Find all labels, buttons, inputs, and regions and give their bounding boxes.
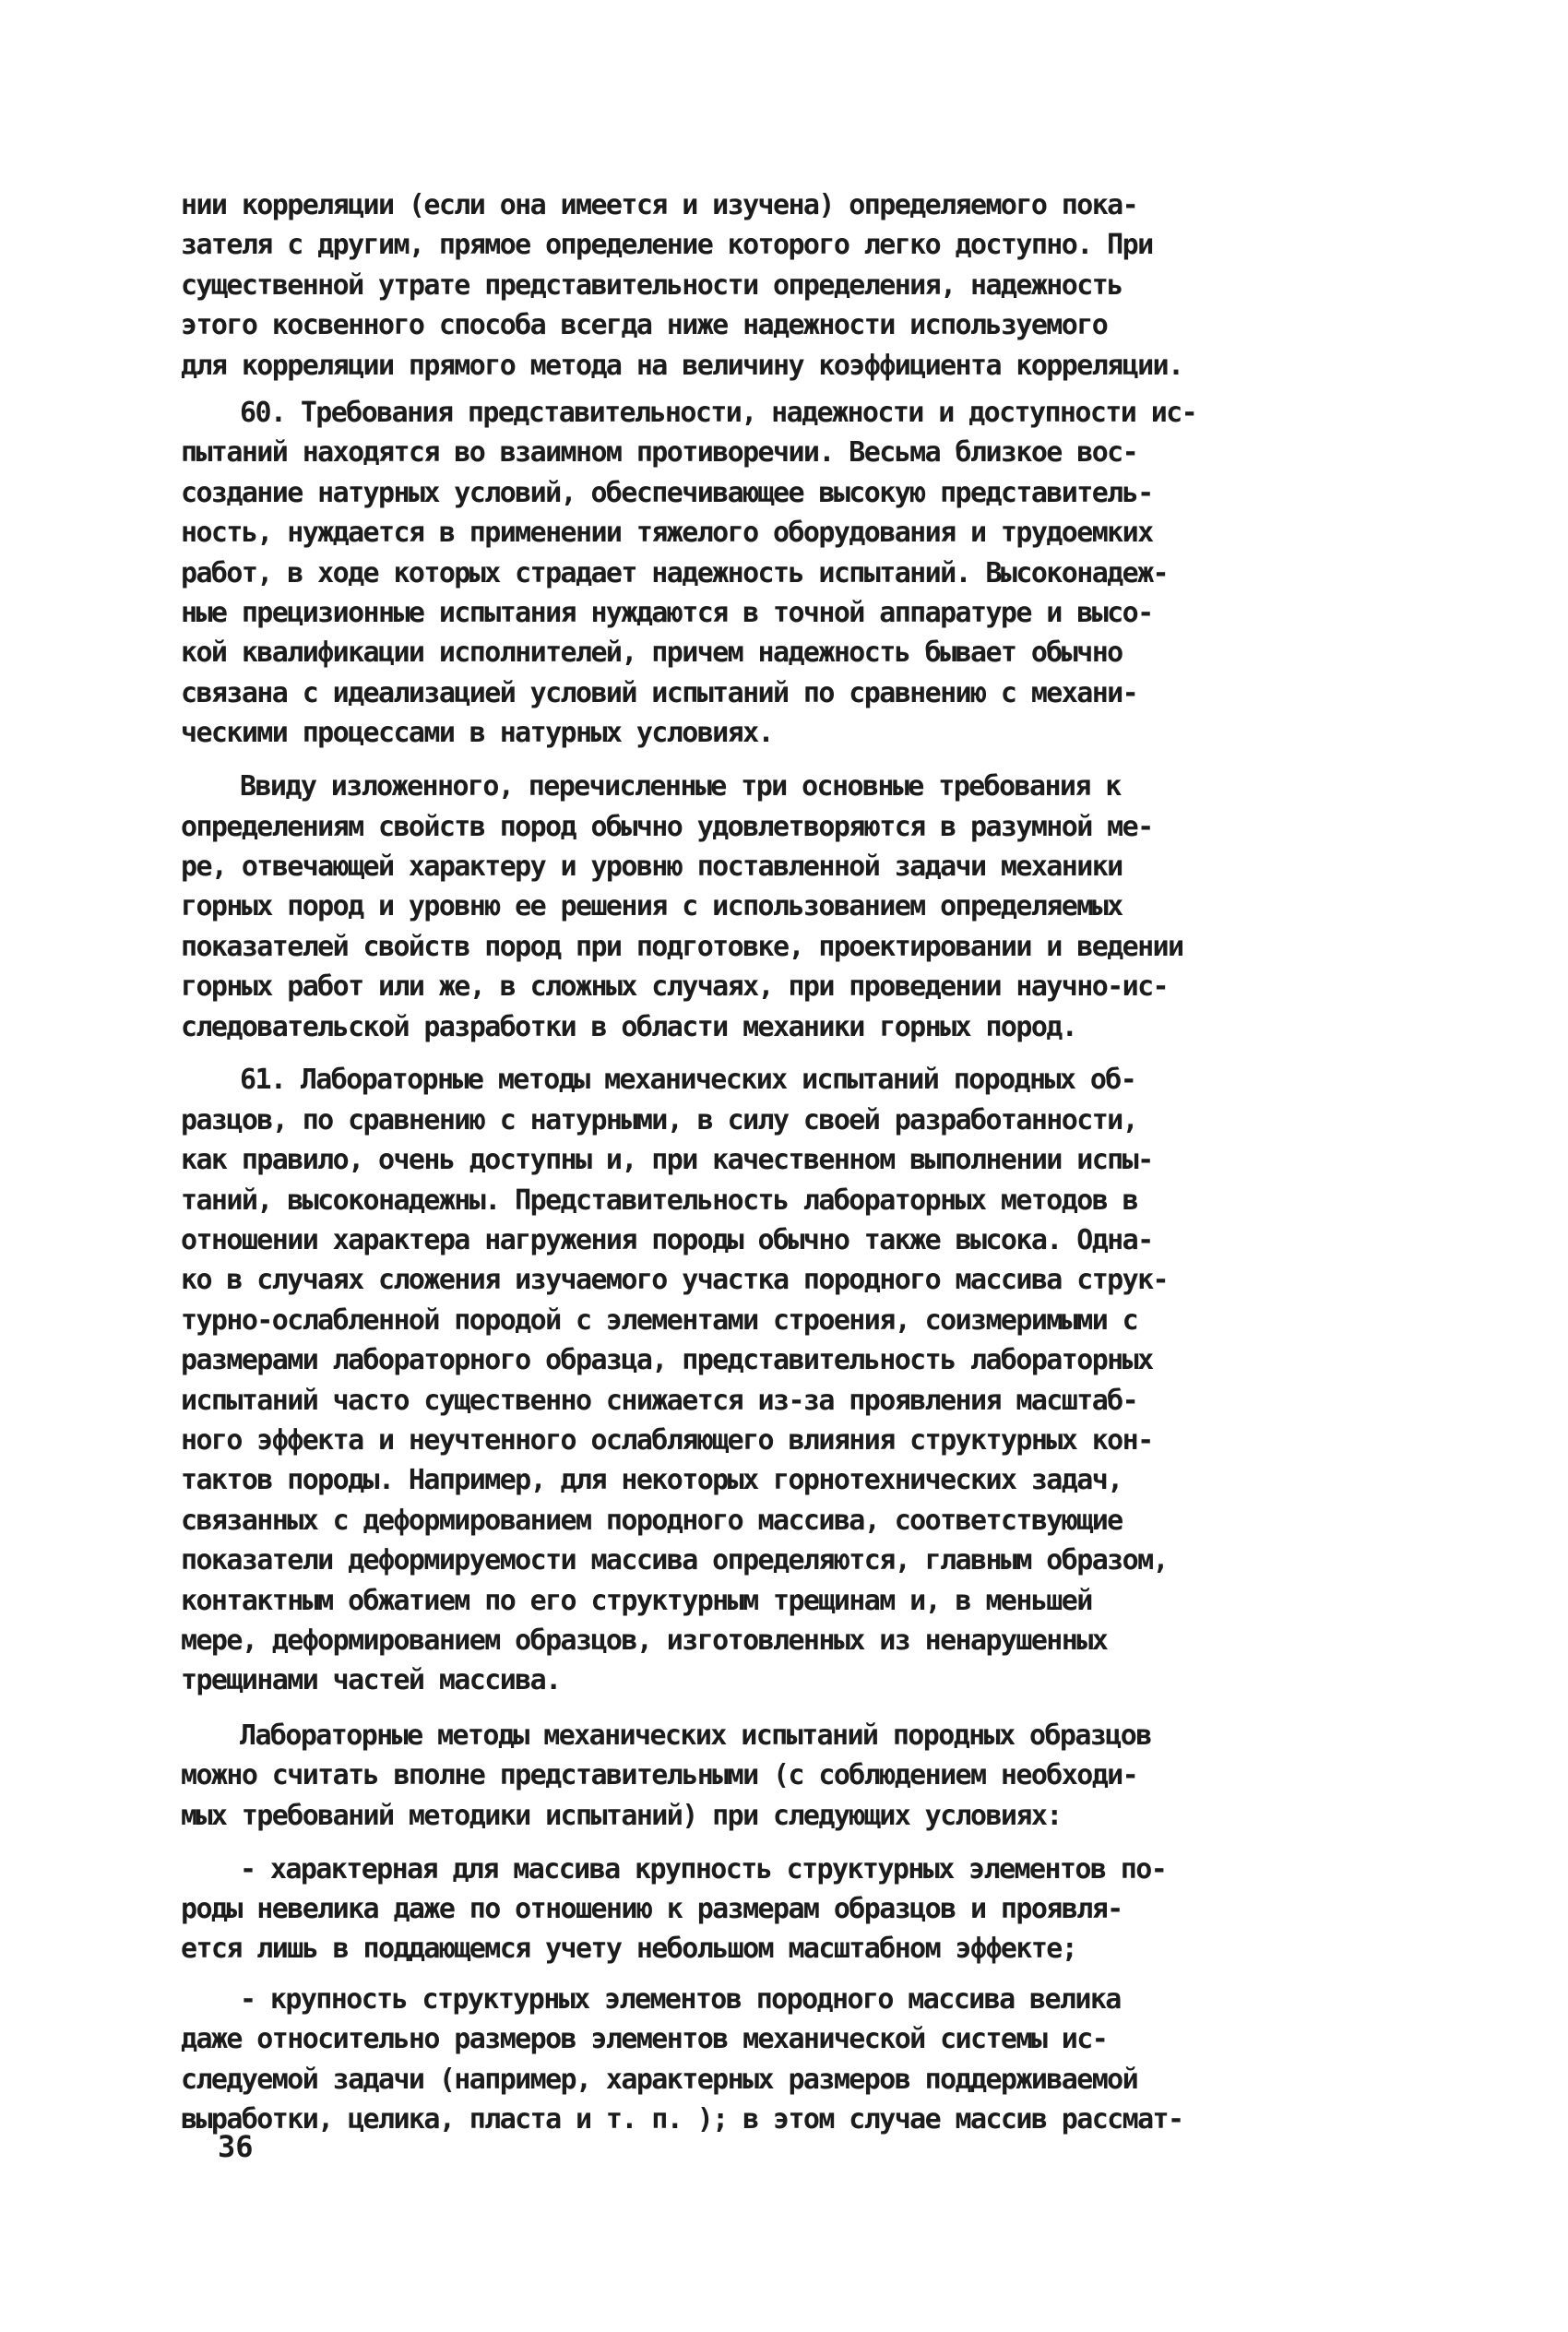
text-line: выработки, целика, пласта и т. п. ); в этом случае массив рассмат- (181, 2103, 1183, 2136)
text-line: таний, высоконадежны. Представительность лабораторных методов в (181, 1184, 1138, 1217)
text-line: ного эффекта и неучтенного ослабляющего влияния структурных кон- (181, 1423, 1153, 1457)
text-line: существенной утрате представительности определения, надежность (181, 268, 1123, 302)
text-line: следуемой задачи (например, характерных размеров поддерживаемой (181, 2063, 1138, 2096)
text-line: связанных с деформированием породного массива, соответствующие (181, 1504, 1123, 1537)
text-line: ческими процессами в натурных условиях. (181, 717, 773, 750)
text-line: отношении характера нагружения породы обычно также высока. Одна- (181, 1223, 1153, 1256)
text-line: ко в случаях сложения изучаемого участка породного массива струк- (181, 1264, 1168, 1297)
text-line: ре, отвечающей характеру и уровню поставленной задачи механики (181, 850, 1123, 883)
text-line: показатели деформируемости массива определяются, главным образом, (181, 1544, 1168, 1577)
text-line: турно-ослабленной породой с элементами строения, соизмеримыми с (181, 1303, 1138, 1337)
text-line: мере, деформированием образцов, изготовленных из ненарушенных (181, 1624, 1108, 1657)
text-line: Ввиду изложенного, перечисленные три основные требования к (240, 770, 1121, 803)
text-line: размерами лабораторного образца, представительность лабораторных (181, 1344, 1153, 1377)
text-line: горных пород и уровню ее решения с использованием определяемых (181, 890, 1123, 923)
text-line: нии корреляции (если она имеется и изучена) определяемого пока- (181, 189, 1138, 221)
text-line: даже относительно размеров элементов механической системы ис- (181, 2023, 1108, 2056)
text-line: разцов, по сравнению с натурными, в силу своей разработанности, (181, 1103, 1138, 1136)
text-line: как правило, очень доступны и, при качественном выполнении испы- (181, 1144, 1153, 1177)
document-page (181, 189, 1417, 2221)
text-line: Лабораторные методы механических испытаний породных образцов (240, 1719, 1151, 1752)
text-line: ность, нуждается в применении тяжелого оборудования и трудоемких (181, 517, 1153, 550)
text-line: 60. Требования представительности, надежности и доступности ис- (240, 397, 1197, 430)
text-line: зателя с другим, прямое определение которого легко доступно. При (181, 229, 1153, 262)
text-line: для корреляции прямого метода на величину коэффициента корреляции. (181, 349, 1183, 382)
text-line: тактов породы. Например, для некоторых горнотехнических задач, (181, 1464, 1123, 1497)
text-line: контактным обжатием по его структурным трещинам и, в меньшей (181, 1584, 1092, 1617)
page-number: 36 (218, 2129, 254, 2164)
text-line: ется лишь в поддающемся учету небольшом масштабном эффекте; (181, 1933, 1077, 1966)
text-line: - характерная для массива крупность структурных элементов по- (240, 1852, 1167, 1886)
text-line: роды невелика даже по отношению к размерам образцов и проявля- (181, 1892, 1123, 1925)
text-line: кой квалификации исполнителей, причем надежность бывает обычно (181, 637, 1123, 670)
text-line: следовательской разработки в области механики горных пород. (181, 1010, 1077, 1043)
text-line: - крупность структурных элементов породного массива велика (240, 1982, 1121, 2016)
text-line: испытаний часто существенно снижается из-за проявления масштаб- (181, 1384, 1138, 1417)
text-line: этого косвенного способа всегда ниже надежности используемого (181, 309, 1108, 342)
text-line: ные прецизионные испытания нуждаются в точной аппаратуре и высо- (181, 597, 1153, 630)
text-line: трещинами частей массива. (181, 1664, 561, 1697)
text-line: горных работ или же, в сложных случаях, при проведении научно-ис- (181, 970, 1168, 1004)
text-line: можно считать вполне представительными (с соблюдением необходи- (181, 1759, 1138, 1792)
text-line: определениям свойств пород обычно удовлетворяются в разумной ме- (181, 810, 1153, 843)
text-line: мых требований методики испытаний) при следующих условиях: (181, 1799, 1062, 1832)
text-line: показателей свойств пород при подготовке, проектировании и ведении (181, 930, 1183, 963)
text-line: создание натурных условий, обеспечивающее высокую представитель- (181, 476, 1153, 509)
text-line: пытаний находятся во взаимном противоречии. Весьма близкое вос- (181, 436, 1138, 470)
text-line: связана с идеализацией условий испытаний по сравнению с механи- (181, 676, 1138, 709)
text-line: 61. Лабораторные методы механических испытаний породных об- (240, 1064, 1136, 1097)
text-line: работ, в ходе которых страдает надежность испытаний. Высоконадеж- (181, 556, 1168, 589)
